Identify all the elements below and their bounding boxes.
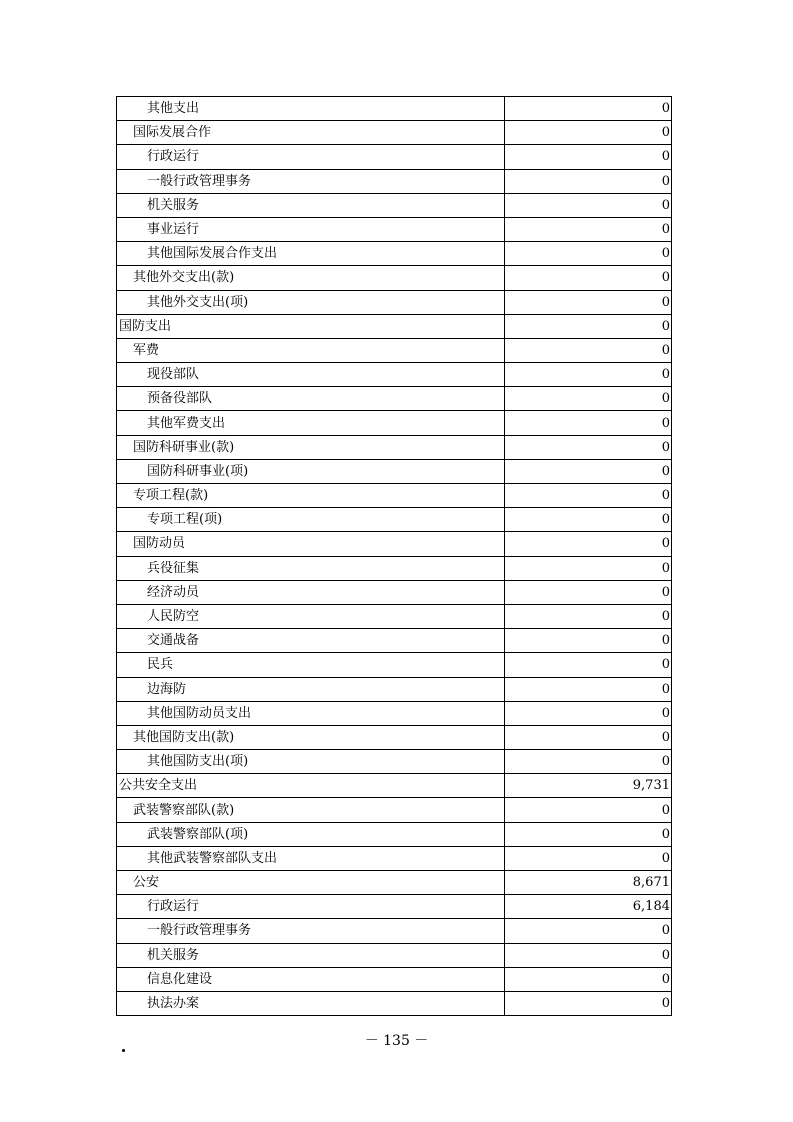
table-row bbox=[117, 193, 672, 217]
table-row bbox=[117, 459, 672, 483]
row-item-amount: 0 bbox=[505, 725, 672, 749]
table-row bbox=[117, 701, 672, 725]
table-row bbox=[117, 677, 672, 701]
row-item-amount: 0 bbox=[505, 532, 672, 556]
table-row bbox=[117, 774, 672, 798]
row-item-name: 行政运行 bbox=[117, 895, 505, 919]
row-item-name: 交通战备 bbox=[117, 629, 505, 653]
row-item-name: 预备役部队 bbox=[117, 387, 505, 411]
row-item-amount: 0 bbox=[505, 217, 672, 241]
table-row bbox=[117, 387, 672, 411]
page-number: － 135 － bbox=[364, 1033, 429, 1049]
table-row bbox=[117, 169, 672, 193]
table-row bbox=[117, 725, 672, 749]
row-item-name: 其他外交支出(项) bbox=[117, 290, 505, 314]
row-item-amount: 0 bbox=[505, 121, 672, 145]
row-item-amount: 0 bbox=[505, 435, 672, 459]
row-item-name: 公共安全支出 bbox=[117, 774, 505, 798]
row-item-amount: 0 bbox=[505, 822, 672, 846]
row-item-amount: 0 bbox=[505, 145, 672, 169]
table-row bbox=[117, 363, 672, 387]
row-item-name: 现役部队 bbox=[117, 363, 505, 387]
table-row bbox=[117, 653, 672, 677]
table-row bbox=[117, 750, 672, 774]
row-item-amount: 0 bbox=[505, 653, 672, 677]
row-item-name: 其他国防支出(项) bbox=[117, 750, 505, 774]
table-row bbox=[117, 242, 672, 266]
row-item-amount: 0 bbox=[505, 290, 672, 314]
row-item-amount: 0 bbox=[505, 508, 672, 532]
row-item-amount: 0 bbox=[505, 750, 672, 774]
row-item-name: 武装警察部队(项) bbox=[117, 822, 505, 846]
row-item-name: 边海防 bbox=[117, 677, 505, 701]
table-row bbox=[117, 919, 672, 943]
table-row bbox=[117, 484, 672, 508]
table-row bbox=[117, 508, 672, 532]
row-item-name: 行政运行 bbox=[117, 145, 505, 169]
table-row bbox=[117, 435, 672, 459]
row-item-name: 其他支出 bbox=[117, 97, 505, 121]
row-item-amount: 0 bbox=[505, 266, 672, 290]
table-row bbox=[117, 580, 672, 604]
row-item-name: 一般行政管理事务 bbox=[117, 169, 505, 193]
table-row bbox=[117, 604, 672, 628]
row-item-name: 国防动员 bbox=[117, 532, 505, 556]
row-item-name: 经济动员 bbox=[117, 580, 505, 604]
table-row bbox=[117, 145, 672, 169]
row-item-name: 事业运行 bbox=[117, 217, 505, 241]
row-item-name: 专项工程(款) bbox=[117, 484, 505, 508]
row-item-name: 国防科研事业(款) bbox=[117, 435, 505, 459]
table-row bbox=[117, 266, 672, 290]
row-item-amount: 0 bbox=[505, 846, 672, 870]
table-row bbox=[117, 895, 672, 919]
row-item-amount: 0 bbox=[505, 629, 672, 653]
table-row bbox=[117, 822, 672, 846]
row-item-amount: 0 bbox=[505, 338, 672, 362]
table-row bbox=[117, 338, 672, 362]
row-item-name: 一般行政管理事务 bbox=[117, 919, 505, 943]
row-item-name: 机关服务 bbox=[117, 193, 505, 217]
table-row bbox=[117, 556, 672, 580]
row-item-name: 其他外交支出(款) bbox=[117, 266, 505, 290]
row-item-name: 其他国际发展合作支出 bbox=[117, 242, 505, 266]
table-row bbox=[117, 943, 672, 967]
row-item-name: 其他军费支出 bbox=[117, 411, 505, 435]
row-item-name: 武装警察部队(款) bbox=[117, 798, 505, 822]
row-item-name: 国防科研事业(项) bbox=[117, 459, 505, 483]
row-item-amount: 0 bbox=[505, 193, 672, 217]
row-item-amount: 0 bbox=[505, 411, 672, 435]
row-item-amount: 0 bbox=[505, 943, 672, 967]
row-item-amount: 0 bbox=[505, 604, 672, 628]
page-dot bbox=[122, 1049, 125, 1052]
row-item-name: 其他武装警察部队支出 bbox=[117, 846, 505, 870]
row-item-amount: 0 bbox=[505, 97, 672, 121]
table-row bbox=[117, 846, 672, 870]
row-item-amount: 0 bbox=[505, 677, 672, 701]
table-row bbox=[117, 991, 672, 1015]
table-row bbox=[117, 290, 672, 314]
table-row bbox=[117, 629, 672, 653]
row-item-amount: 0 bbox=[505, 991, 672, 1015]
row-item-name: 信息化建设 bbox=[117, 967, 505, 991]
row-item-amount: 8,671 bbox=[505, 871, 672, 895]
row-item-amount: 0 bbox=[505, 169, 672, 193]
row-item-amount: 0 bbox=[505, 387, 672, 411]
row-item-name: 兵役征集 bbox=[117, 556, 505, 580]
row-item-amount: 0 bbox=[505, 580, 672, 604]
row-item-amount: 6,184 bbox=[505, 895, 672, 919]
row-item-name: 公安 bbox=[117, 871, 505, 895]
row-item-amount: 0 bbox=[505, 701, 672, 725]
row-item-amount: 0 bbox=[505, 459, 672, 483]
table-row bbox=[117, 411, 672, 435]
row-item-name: 其他国防支出(款) bbox=[117, 725, 505, 749]
table-body bbox=[117, 97, 672, 1016]
row-item-name: 专项工程(项) bbox=[117, 508, 505, 532]
row-item-name: 执法办案 bbox=[117, 991, 505, 1015]
table-row bbox=[117, 97, 672, 121]
row-item-name: 机关服务 bbox=[117, 943, 505, 967]
table-row bbox=[117, 121, 672, 145]
row-item-amount: 0 bbox=[505, 556, 672, 580]
budget-table bbox=[116, 96, 672, 1016]
row-item-amount: 0 bbox=[505, 798, 672, 822]
table-row bbox=[117, 314, 672, 338]
table-row bbox=[117, 798, 672, 822]
table-row bbox=[117, 871, 672, 895]
row-item-amount: 0 bbox=[505, 484, 672, 508]
table-row bbox=[117, 217, 672, 241]
row-item-name: 人民防空 bbox=[117, 604, 505, 628]
row-item-name: 国防支出 bbox=[117, 314, 505, 338]
row-item-amount: 9,731 bbox=[505, 774, 672, 798]
row-item-name: 国际发展合作 bbox=[117, 121, 505, 145]
row-item-amount: 0 bbox=[505, 919, 672, 943]
row-item-name: 其他国防动员支出 bbox=[117, 701, 505, 725]
table-row bbox=[117, 532, 672, 556]
row-item-amount: 0 bbox=[505, 967, 672, 991]
table-row bbox=[117, 967, 672, 991]
row-item-name: 民兵 bbox=[117, 653, 505, 677]
row-item-amount: 0 bbox=[505, 314, 672, 338]
row-item-amount: 0 bbox=[505, 242, 672, 266]
row-item-name: 军费 bbox=[117, 338, 505, 362]
row-item-amount: 0 bbox=[505, 363, 672, 387]
